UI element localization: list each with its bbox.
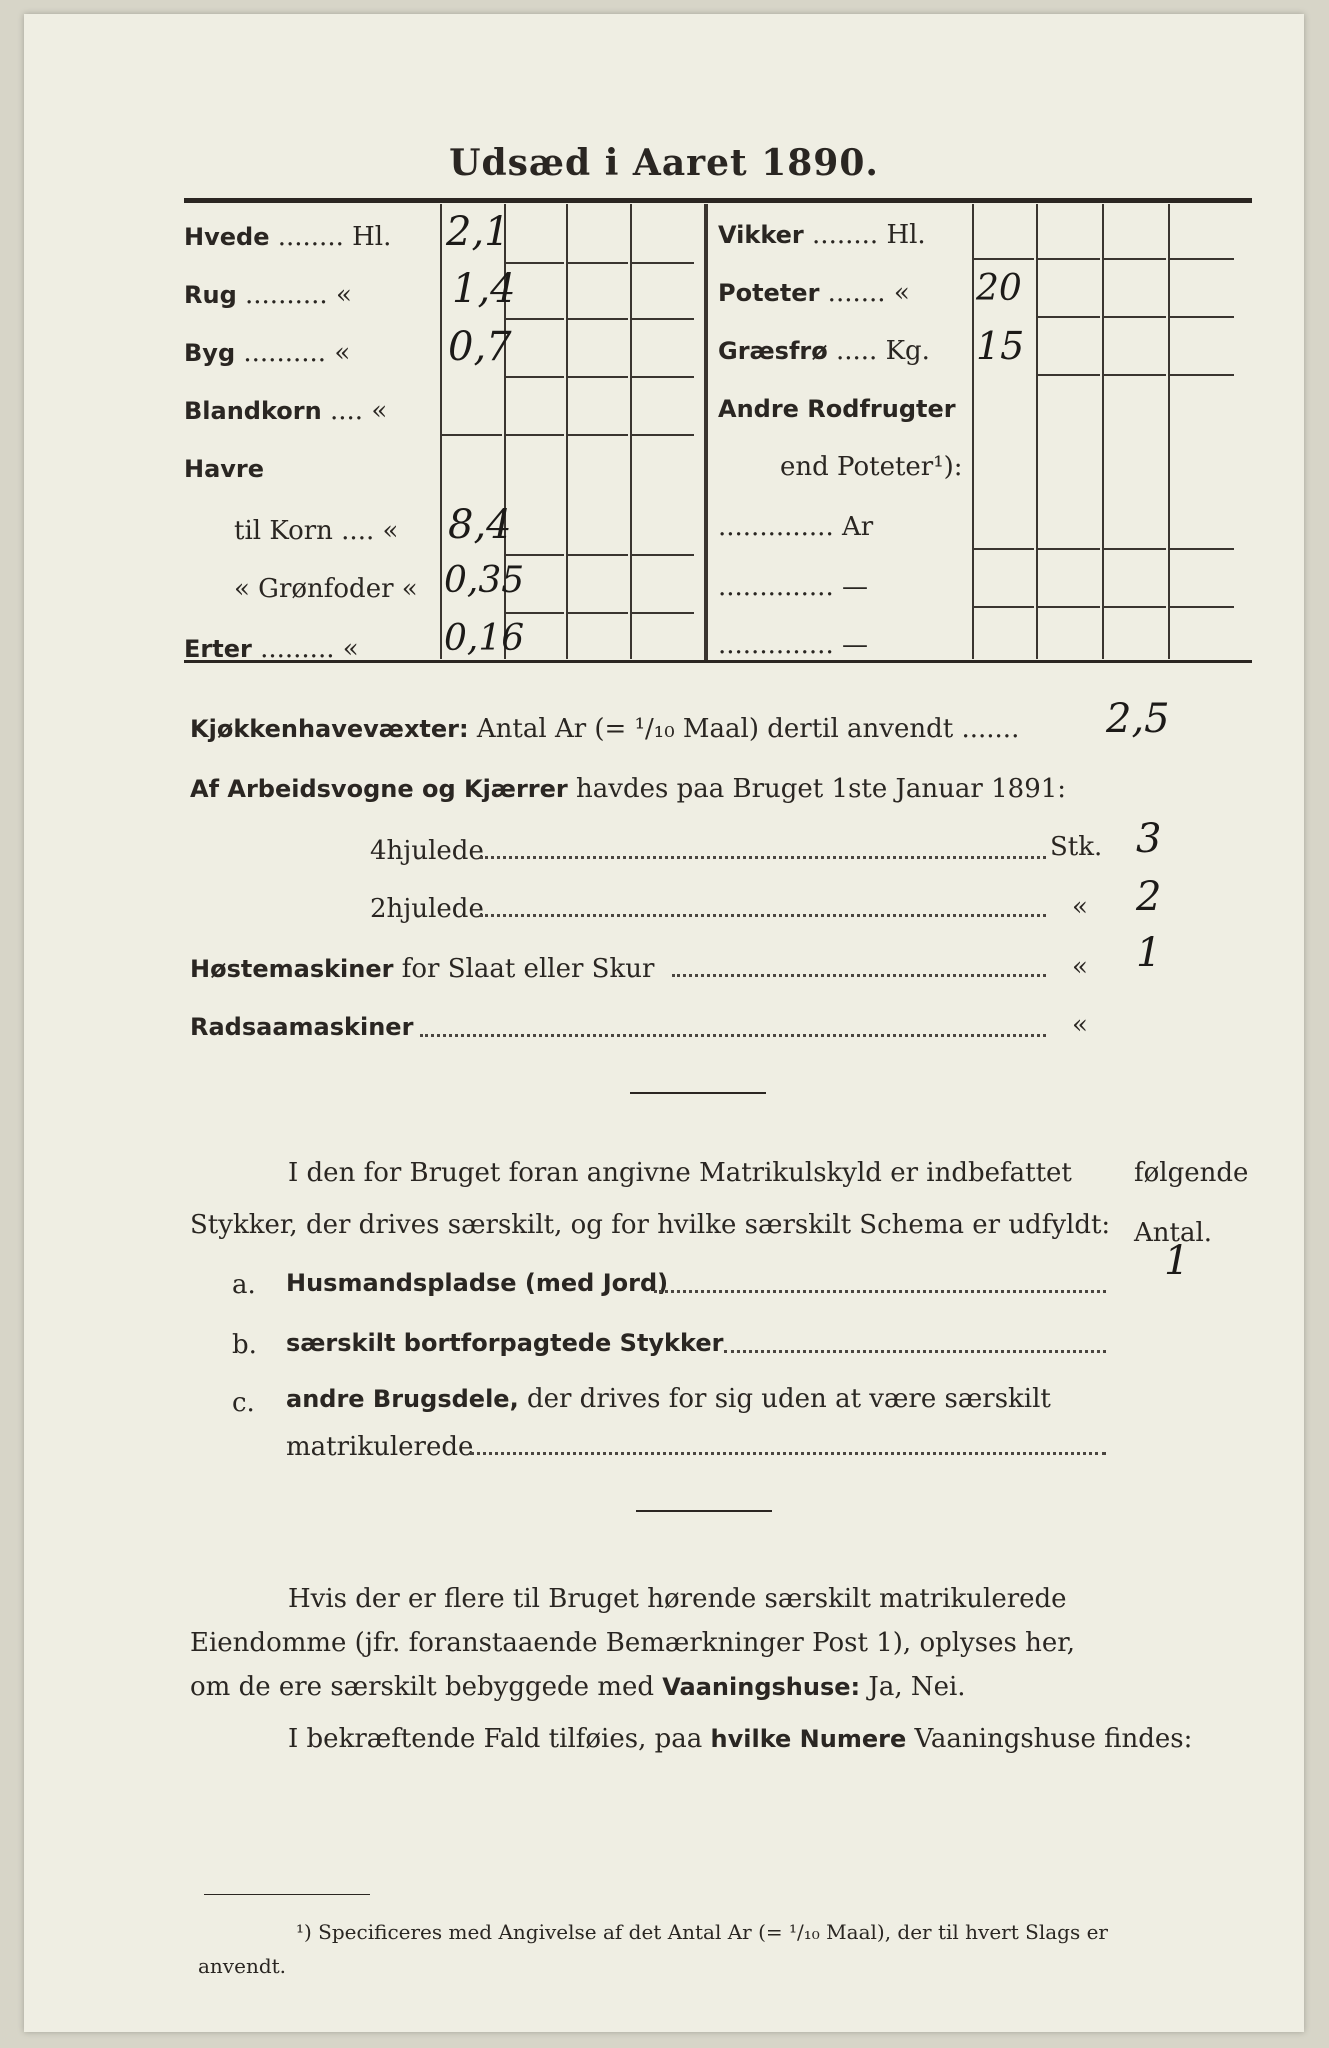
crop-value: 8,4	[448, 502, 512, 548]
table-bottom-rule	[184, 660, 1252, 663]
matrikul-item: andre Brugsdele, der drives for sig uden at være særskilt	[286, 1384, 1051, 1414]
crop-row: Havre	[184, 455, 265, 483]
wagon-unit: «	[1072, 892, 1088, 922]
crop-row: Erter ......... «	[184, 634, 359, 664]
crop-value: 0,16	[444, 618, 525, 659]
matrikul-line: Stykker, der drives særskilt, og for hvilke særskilt Schema er udfyldt:	[190, 1210, 1111, 1240]
crop-row: Byg .......... «	[184, 338, 351, 368]
wagon-value: 2	[1136, 874, 1162, 920]
col-line	[1036, 204, 1038, 659]
machine-unit: «	[1072, 1010, 1088, 1040]
col-line	[972, 204, 974, 659]
matrikul-item-letter: b.	[232, 1330, 257, 1360]
matrikul-line: I den for Bruget foran angivne Matrikulskyld er indbefattet	[288, 1158, 1072, 1188]
crop-row: Hvede ........ Hl.	[184, 222, 392, 252]
machine-unit: «	[1072, 952, 1088, 982]
crop-row: end Poteter¹):	[780, 452, 963, 482]
matrikul-item-line2: matrikulerede	[286, 1432, 474, 1462]
col-line	[440, 204, 442, 659]
antal-label: Antal.	[1134, 1218, 1213, 1248]
center-divider	[704, 204, 708, 660]
crop-value: 20	[976, 268, 1022, 309]
crop-row: Græsfrø ..... Kg.	[718, 336, 930, 366]
section-divider	[636, 1510, 772, 1512]
machine-value: 1	[1136, 930, 1162, 976]
kitchen-garden-row: Kjøkkenhavevæxter: Antal Ar (= ¹/₁₀ Maal) dertil anvendt .......	[190, 714, 1020, 744]
matrikul-line-end: følgende	[1134, 1158, 1249, 1188]
crop-row: Andre Rodfrugter	[718, 395, 956, 423]
wagon-value: 3	[1136, 816, 1162, 862]
wagon-unit: Stk.	[1050, 832, 1103, 862]
matrikul-item: Husmandspladse (med Jord)	[286, 1269, 669, 1297]
footnote-rule	[204, 1894, 370, 1895]
matrikul-item: særskilt bortforpagtede Stykker	[286, 1329, 724, 1357]
matrikul-item-letter: a.	[232, 1270, 256, 1300]
wagons-heading: Af Arbeidsvogne og Kjærrer havdes paa Bruget 1ste Januar 1891:	[190, 774, 1067, 804]
crop-value: 15	[976, 324, 1025, 368]
wagon-row: 4hjulede	[370, 836, 484, 866]
matrikul-item-value: 1	[1164, 1238, 1190, 1284]
crop-row: .............. —	[718, 630, 868, 660]
machine-row: Høstemaskiner for Slaat eller Skur	[190, 954, 655, 984]
crop-row: Poteter ....... «	[718, 278, 910, 308]
col-line	[630, 204, 632, 659]
crop-row: .............. Ar	[718, 512, 874, 542]
crop-value: 0,7	[448, 324, 512, 370]
col-line	[1102, 204, 1104, 659]
crop-row: « Grønfoder «	[234, 574, 418, 604]
footnote-line: anvendt.	[198, 1954, 287, 1978]
footnote-line: ¹) Specificeres med Angivelse af det Antal Ar (= ¹/₁₀ Maal), der til hvert Slags er	[296, 1920, 1108, 1944]
wagon-row: 2hjulede	[370, 894, 484, 924]
extra-line: Hvis der er flere til Bruget hørende særskilt matrikulerede	[288, 1584, 1067, 1614]
matrikul-item-letter: c.	[232, 1388, 255, 1418]
crop-row: Rug .......... «	[184, 280, 352, 310]
crop-row: Blandkorn .... «	[184, 396, 388, 426]
crop-row: til Korn .... «	[234, 516, 399, 546]
crop-value: 0,35	[444, 560, 525, 601]
col-line	[1168, 204, 1170, 659]
extra-line: om de ere særskilt bebyggede med Vaaningshuse: Ja, Nei.	[190, 1672, 966, 1702]
crop-row: Vikker ........ Hl.	[718, 220, 926, 250]
extra-line: Eiendomme (jfr. foranstaaende Bemærkninger Post 1), oplyses her,	[190, 1628, 1076, 1658]
page-title: Udsæd i Aaret 1890.	[449, 142, 879, 184]
section-divider	[630, 1092, 766, 1094]
machine-row: Radsaamaskiner	[190, 1013, 414, 1041]
crop-value: 2,1	[446, 209, 510, 255]
kitchen-garden-value: 2,5	[1106, 696, 1170, 742]
form-page	[24, 14, 1304, 2032]
crop-row: .............. —	[718, 572, 868, 602]
col-line	[566, 204, 568, 659]
extra-line: I bekræftende Fald tilføies, paa hvilke Numere Vaaningshuse findes:	[288, 1724, 1193, 1754]
table-top-rule	[184, 198, 1252, 203]
crop-value: 1,4	[452, 266, 516, 312]
